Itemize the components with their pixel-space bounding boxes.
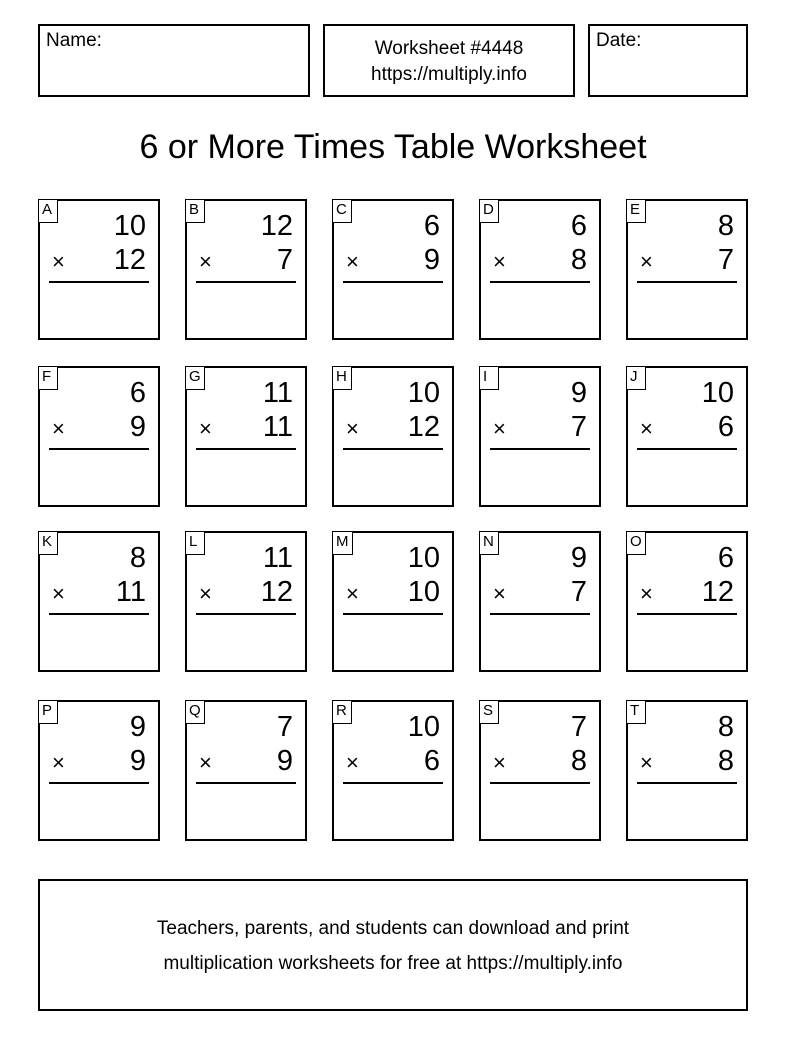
multiplicand: 10: [701, 377, 734, 409]
multiplier: 9: [129, 745, 146, 777]
multiplicand: 9: [570, 377, 587, 409]
times-sign: ×: [199, 581, 212, 606]
multiplier: 7: [570, 411, 587, 443]
problem-letter: M: [332, 531, 353, 555]
times-sign: ×: [52, 249, 65, 274]
answer-line: [49, 281, 149, 283]
problem-letter: A: [38, 199, 58, 223]
problem-letter: F: [38, 366, 58, 390]
answer-line: [637, 281, 737, 283]
problem-card[interactable]: [332, 531, 454, 672]
multiplier: 10: [407, 576, 440, 608]
multiplicand: 10: [407, 377, 440, 409]
problem-letter: C: [332, 199, 352, 223]
problem-card[interactable]: [185, 700, 307, 841]
times-sign: ×: [640, 416, 653, 441]
multiplicand: 9: [570, 542, 587, 574]
multiplier: 7: [570, 576, 587, 608]
answer-line: [196, 613, 296, 615]
problem-letter: H: [332, 366, 352, 390]
answer-line: [490, 613, 590, 615]
times-sign: ×: [52, 581, 65, 606]
footer-line-2: multiplication worksheets for free at https://multiply.info: [163, 953, 623, 974]
problem-card[interactable]: [332, 199, 454, 340]
answer-line: [637, 782, 737, 784]
problem-card[interactable]: [38, 531, 160, 672]
date-label: Date:: [596, 30, 642, 51]
times-sign: ×: [640, 750, 653, 775]
multiplicand: 7: [276, 711, 293, 743]
problem-letter: Q: [185, 700, 205, 724]
multiplier: 12: [407, 411, 440, 443]
multiplicand: 6: [717, 542, 734, 574]
multiplier: 6: [717, 411, 734, 443]
problem-letter: S: [479, 700, 499, 724]
answer-line: [637, 448, 737, 450]
answer-line: [490, 782, 590, 784]
times-sign: ×: [346, 581, 359, 606]
problem-card[interactable]: [479, 700, 601, 841]
problem-letter: P: [38, 700, 58, 724]
name-label: Name:: [46, 30, 102, 51]
problem-card[interactable]: [626, 199, 748, 340]
multiplicand: 11: [262, 542, 293, 574]
problem-card[interactable]: [185, 531, 307, 672]
problem-card[interactable]: [479, 199, 601, 340]
answer-line: [343, 782, 443, 784]
multiplier: 7: [276, 244, 293, 276]
answer-line: [196, 782, 296, 784]
answer-line: [343, 281, 443, 283]
name-field[interactable]: [38, 24, 310, 97]
problem-card[interactable]: [479, 366, 601, 507]
footer-line-1: Teachers, parents, and students can download and print: [156, 918, 630, 939]
problem-letter: G: [185, 366, 205, 390]
multiplicand: 7: [570, 711, 587, 743]
times-sign: ×: [493, 249, 506, 274]
multiplier: 9: [423, 244, 440, 276]
problem-letter: I: [479, 366, 499, 390]
problem-letter: R: [332, 700, 352, 724]
multiplicand: 8: [717, 210, 734, 242]
times-sign: ×: [199, 750, 212, 775]
answer-line: [637, 613, 737, 615]
multiplier: 8: [717, 745, 734, 777]
problem-card[interactable]: [38, 199, 160, 340]
problem-card[interactable]: [626, 366, 748, 507]
answer-line: [196, 448, 296, 450]
problem-letter: B: [185, 199, 205, 223]
multiplicand: 8: [129, 542, 146, 574]
times-sign: ×: [346, 750, 359, 775]
multiplier: 11: [262, 411, 293, 443]
problem-letter: E: [626, 199, 646, 223]
problem-card[interactable]: [185, 199, 307, 340]
multiplier: 6: [423, 745, 440, 777]
times-sign: ×: [493, 416, 506, 441]
multiplier: 12: [113, 244, 146, 276]
times-sign: ×: [52, 750, 65, 775]
answer-line: [196, 281, 296, 283]
answer-line: [343, 613, 443, 615]
problem-letter: N: [479, 531, 499, 555]
problem-card[interactable]: [38, 366, 160, 507]
problem-letter: J: [626, 366, 646, 390]
multiplicand: 6: [129, 377, 146, 409]
date-field[interactable]: [588, 24, 748, 97]
multiplier: 12: [260, 576, 293, 608]
times-sign: ×: [493, 750, 506, 775]
worksheet-url: https://multiply.info: [371, 64, 527, 85]
multiplier: 8: [570, 745, 587, 777]
problem-letter: O: [626, 531, 646, 555]
multiplicand: 10: [113, 210, 146, 242]
multiplier: 8: [570, 244, 587, 276]
multiplicand: 10: [407, 542, 440, 574]
answer-line: [49, 782, 149, 784]
problem-letter: K: [38, 531, 58, 555]
problem-card[interactable]: [626, 700, 748, 841]
problem-card[interactable]: [38, 700, 160, 841]
multiplier: 7: [717, 244, 734, 276]
problem-card[interactable]: [332, 366, 454, 507]
times-sign: ×: [640, 249, 653, 274]
times-sign: ×: [640, 581, 653, 606]
multiplicand: 6: [570, 210, 587, 242]
times-sign: ×: [493, 581, 506, 606]
times-sign: ×: [346, 249, 359, 274]
problem-card[interactable]: [332, 700, 454, 841]
multiplicand: 11: [262, 377, 293, 409]
multiplier: 11: [115, 576, 146, 608]
multiplicand: 10: [407, 711, 440, 743]
problem-card[interactable]: [479, 531, 601, 672]
multiplicand: 6: [423, 210, 440, 242]
multiplicand: 12: [260, 210, 293, 242]
footer-note: [38, 879, 748, 1011]
multiplicand: 8: [717, 711, 734, 743]
problem-letter: D: [479, 199, 499, 223]
problem-card[interactable]: [626, 531, 748, 672]
problem-card[interactable]: [185, 366, 307, 507]
times-sign: ×: [52, 416, 65, 441]
answer-line: [49, 613, 149, 615]
times-sign: ×: [199, 249, 212, 274]
answer-line: [49, 448, 149, 450]
page-title: 6 or More Times Table Worksheet: [139, 128, 647, 166]
times-sign: ×: [199, 416, 212, 441]
answer-line: [343, 448, 443, 450]
answer-line: [490, 281, 590, 283]
answer-line: [490, 448, 590, 450]
problem-letter: L: [185, 531, 205, 555]
times-sign: ×: [346, 416, 359, 441]
multiplier: 9: [276, 745, 293, 777]
worksheet-info-box: [323, 24, 575, 97]
problem-letter: T: [626, 700, 646, 724]
multiplier: 9: [129, 411, 146, 443]
worksheet-number: Worksheet #4448: [374, 38, 524, 59]
multiplier: 12: [701, 576, 734, 608]
multiplicand: 9: [129, 711, 146, 743]
